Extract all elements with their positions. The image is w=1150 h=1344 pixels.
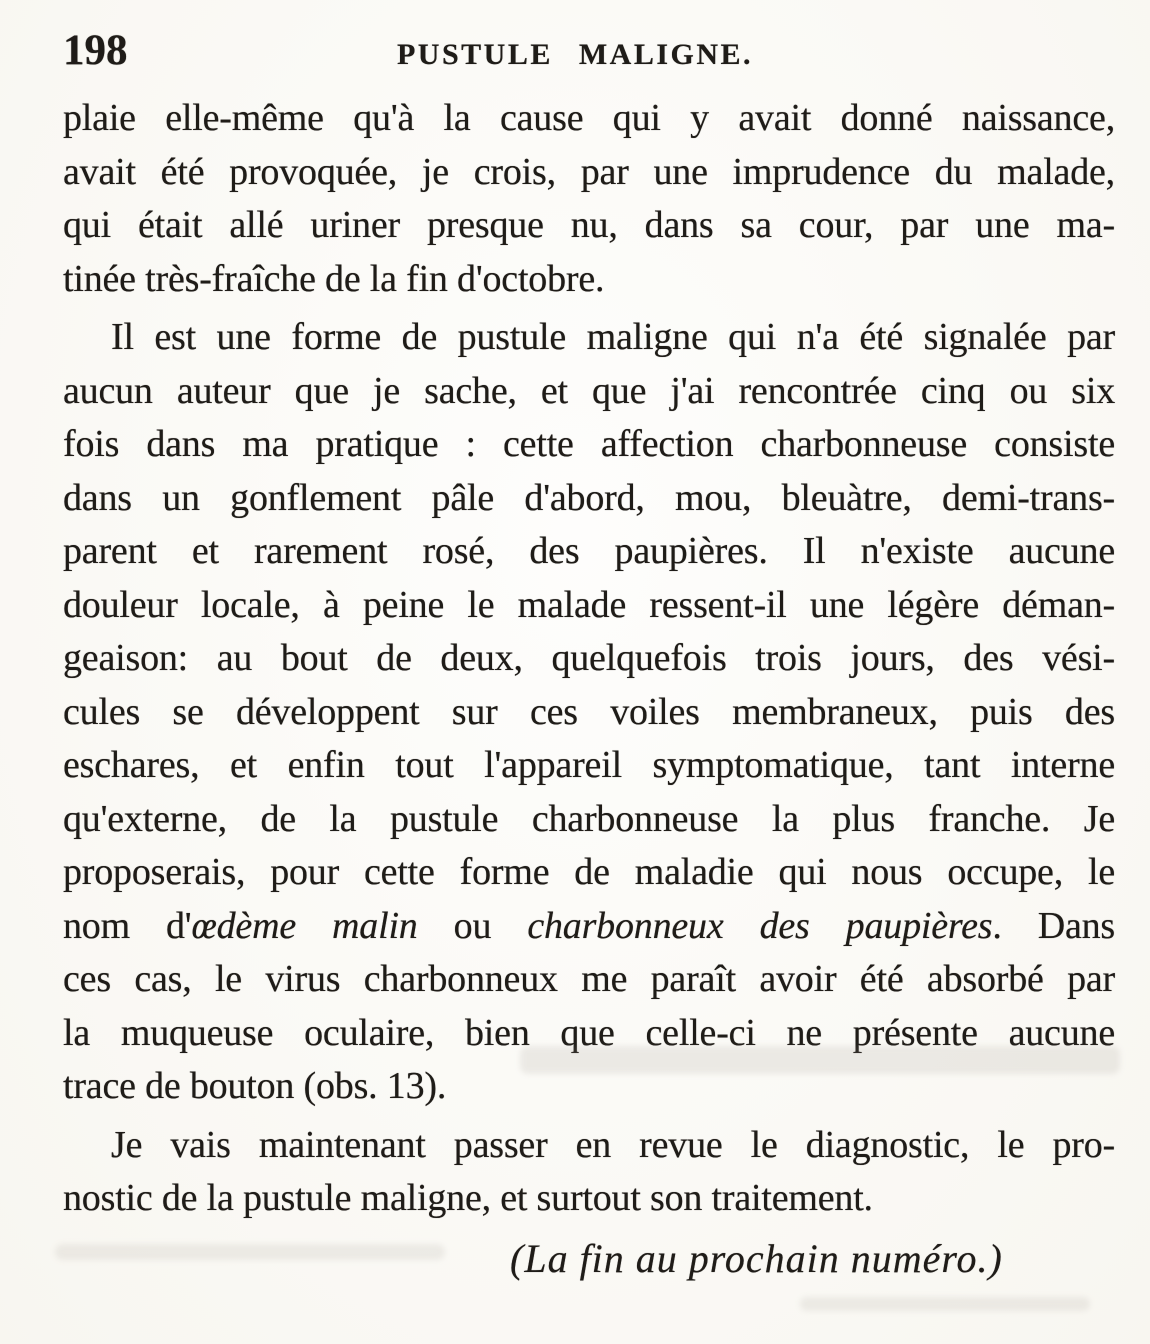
text-segment: cules se développent sur ces voiles membraneux, puis des [63, 690, 1115, 733]
text-segment: Il est une forme de pustule maligne qui n'a été signalée par [111, 316, 1115, 358]
text-segment: aucun auteur que je sache, et que j'ai rencontrée cinq ou six [63, 369, 1115, 412]
text-line [63, 365, 1115, 419]
text-segment: . Dans [992, 904, 1115, 947]
text-segment: plaie elle-même qu'à la cause qui y avait donné naissance, [63, 97, 1115, 139]
text-line [63, 1007, 1115, 1061]
text-segment: geaison: au bout de deux, quelquefois trois jours, des vési- [63, 637, 1115, 679]
text-line [63, 686, 1115, 740]
text-line [63, 1172, 1115, 1226]
text-segment: la muqueuse oculaire, bien que celle-ci ne présente aucune [63, 1011, 1115, 1054]
text-line [63, 525, 1115, 579]
running-title: PUSTULE MALIGNE. [396, 38, 754, 71]
text-line [63, 900, 1115, 954]
paragraph [63, 1119, 1115, 1226]
text-segment: parent et rarement rosé, des paupières. Il n'existe aucune [63, 530, 1115, 572]
text-line [63, 793, 1115, 847]
italic-text-segment: charbonneux des paupières [527, 904, 993, 947]
page-number: 198 [63, 27, 128, 74]
text-segment: fois dans ma pratique : cette affection charbonneuse consiste [63, 423, 1115, 465]
text-line [63, 92, 1115, 146]
text-line [63, 1119, 1115, 1173]
text-line [63, 632, 1115, 686]
text-line [63, 739, 1115, 793]
text-line [63, 472, 1115, 526]
text-line [63, 311, 1115, 365]
text-segment: eschares, et enfin tout l'appareil symptomatique, tant interne [63, 744, 1115, 786]
text-line [63, 579, 1115, 633]
paragraph [63, 92, 1115, 306]
text-line [63, 418, 1115, 472]
paragraph [63, 311, 1115, 1114]
text-segment: nom d' [63, 904, 192, 947]
text-line [63, 146, 1115, 200]
text-segment: douleur locale, à peine le malade ressent-il une légère déman- [63, 583, 1115, 626]
text-segment: ou [417, 904, 528, 947]
text-segment: proposerais, pour cette forme de maladie qui nous occupe, le [63, 851, 1115, 893]
text-segment: trace de bouton (obs. 13). [63, 1065, 447, 1107]
text-line [63, 199, 1115, 253]
text-line [63, 253, 1115, 307]
text-segment: ces cas, le virus charbonneux me paraît avoir été absorbé par [63, 958, 1115, 1000]
text-segment: tinée très-fraîche de la fin d'octobre. [63, 257, 605, 300]
text-segment: dans un gonflement pâle d'abord, mou, bleuàtre, demi-trans- [63, 476, 1115, 519]
closing-line: (La fin au prochain numéro.) [510, 1235, 1003, 1281]
text-line [63, 846, 1115, 900]
text-line [63, 1060, 1115, 1114]
page-body [63, 92, 1115, 1285]
text-segment: Je vais maintenant passer en revue le diagnostic, le pro- [111, 1123, 1115, 1166]
text-segment: avait été provoquée, je crois, par une imprudence du malade, [63, 150, 1115, 193]
bleed-through-artifact [800, 1297, 1090, 1311]
text-segment: qui était allé uriner presque nu, dans sa cour, par une ma- [63, 204, 1115, 246]
text-line [63, 953, 1115, 1007]
text-segment: qu'externe, de la pustule charbonneuse la plus franche. Je [63, 797, 1115, 840]
italic-text-segment: œdème malin [191, 904, 418, 947]
text-segment: nostic de la pustule maligne, et surtout son traitement. [63, 1177, 873, 1219]
